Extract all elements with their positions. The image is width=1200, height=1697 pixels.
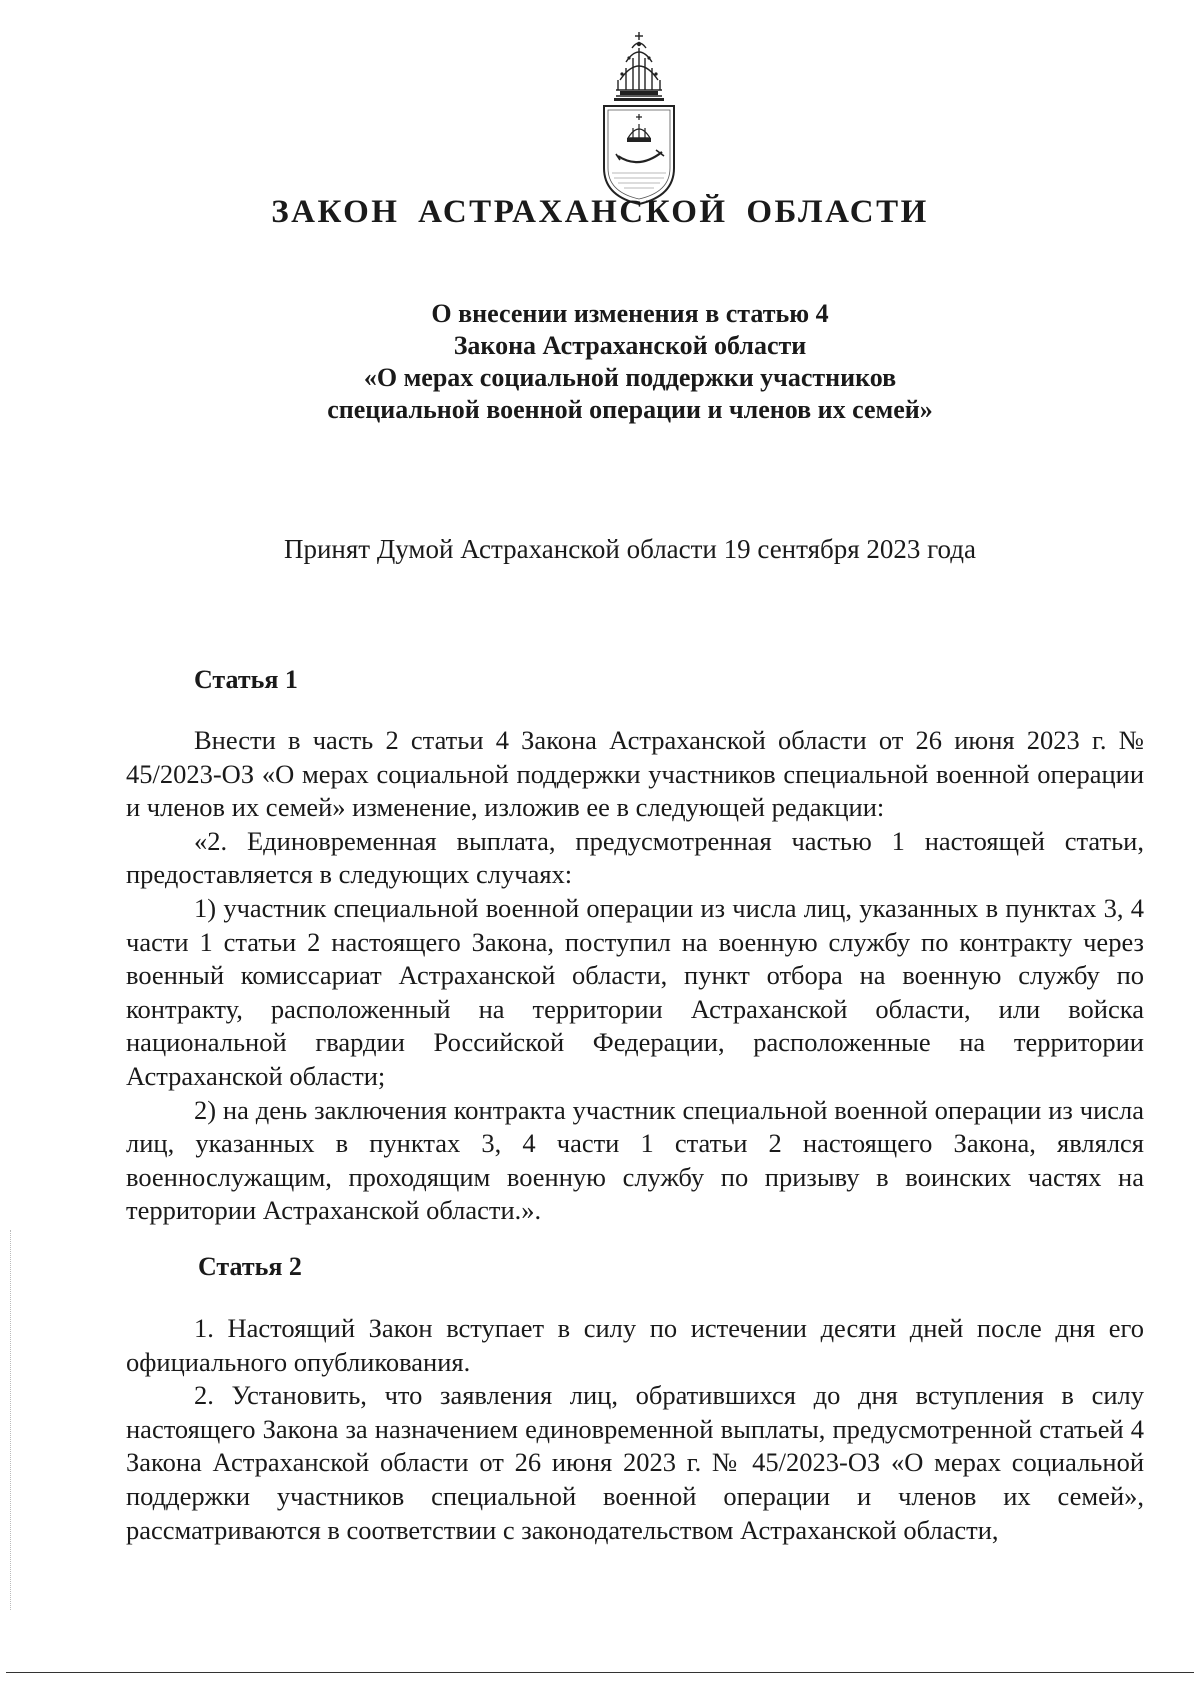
article-2-body [126,1312,1144,1547]
adoption-statement: Принят Думой Астраханской области 19 сентября 2023 года [283,534,976,564]
article-1-heading: Статья 1 [194,665,298,694]
paragraph: 1. Настоящий Закон вступает в силу по истечении десяти дней после дня его официального опубликования. [126,1313,1144,1377]
page-bottom-rule [6,1672,1194,1673]
paragraph: 2. Установить, что заявления лиц, обратившихся до дня вступления в силу настоящего Закона за назначением единовременной выплаты, предусмотренной статьей 4 Закона Астраханской области от 26 июня 2023 г. № 45/2023-ОЗ «О мерах социальной поддержки участников специальной военной операции и членов их семей», рассматриваются в соответствии с законодательством Астраханской области, [126,1380,1144,1545]
article-2-heading: Статья 2 [198,1252,302,1281]
subject-line: специальной военной операции и членов их семей» [327,395,933,424]
article-1-body [126,724,1144,1228]
paragraph: 1) участник специальной военной операции из числа лиц, указанных в пунктах 3, 4 части 1 статьи 2 настоящего Закона, поступил на военную службу по контракту через военный комиссариат Астраханской области, пункт отбора на военную службу по контракту, расположенный на территории Астраханской области, или войска национальной гвардии Российской Федерации, расположенные на территории Астраханской области; [126,892,1144,1091]
subject-line: «О мерах социальной поддержки участников [363,363,897,392]
law-subject [100,298,1160,426]
subject-line: Закона Астраханской области [453,331,807,360]
law-title: ЗАКОН АСТРАХАНСКОЙ ОБЛАСТИ [271,194,929,230]
paragraph: «2. Единовременная выплата, предусмотренная частью 1 настоящей статьи, предоставляется в следующих случаях: [126,825,1144,890]
paragraph: Внести в часть 2 статьи 4 Закона Астраханской области от 26 июня 2023 г. № 45/2023-ОЗ «О мерах социальной поддержки участников специальной военной операции и членов их семей» изменение, изложив ее в следующей редакции: [126,725,1144,823]
scan-margin-artifact [10,1230,13,1610]
subject-line: О внесении изменения в статью 4 [431,299,829,328]
coat-of-arms-icon [598,28,680,208]
paragraph: 2) на день заключения контракта участник специальной военной операции из числа лиц, указанных в пунктах 3, 4 части 1 статьи 2 настоящего Закона, являлся военнослужащим, проходящим военную службу по призыву в воинских частях на территории Астраханской области.». [126,1094,1144,1226]
